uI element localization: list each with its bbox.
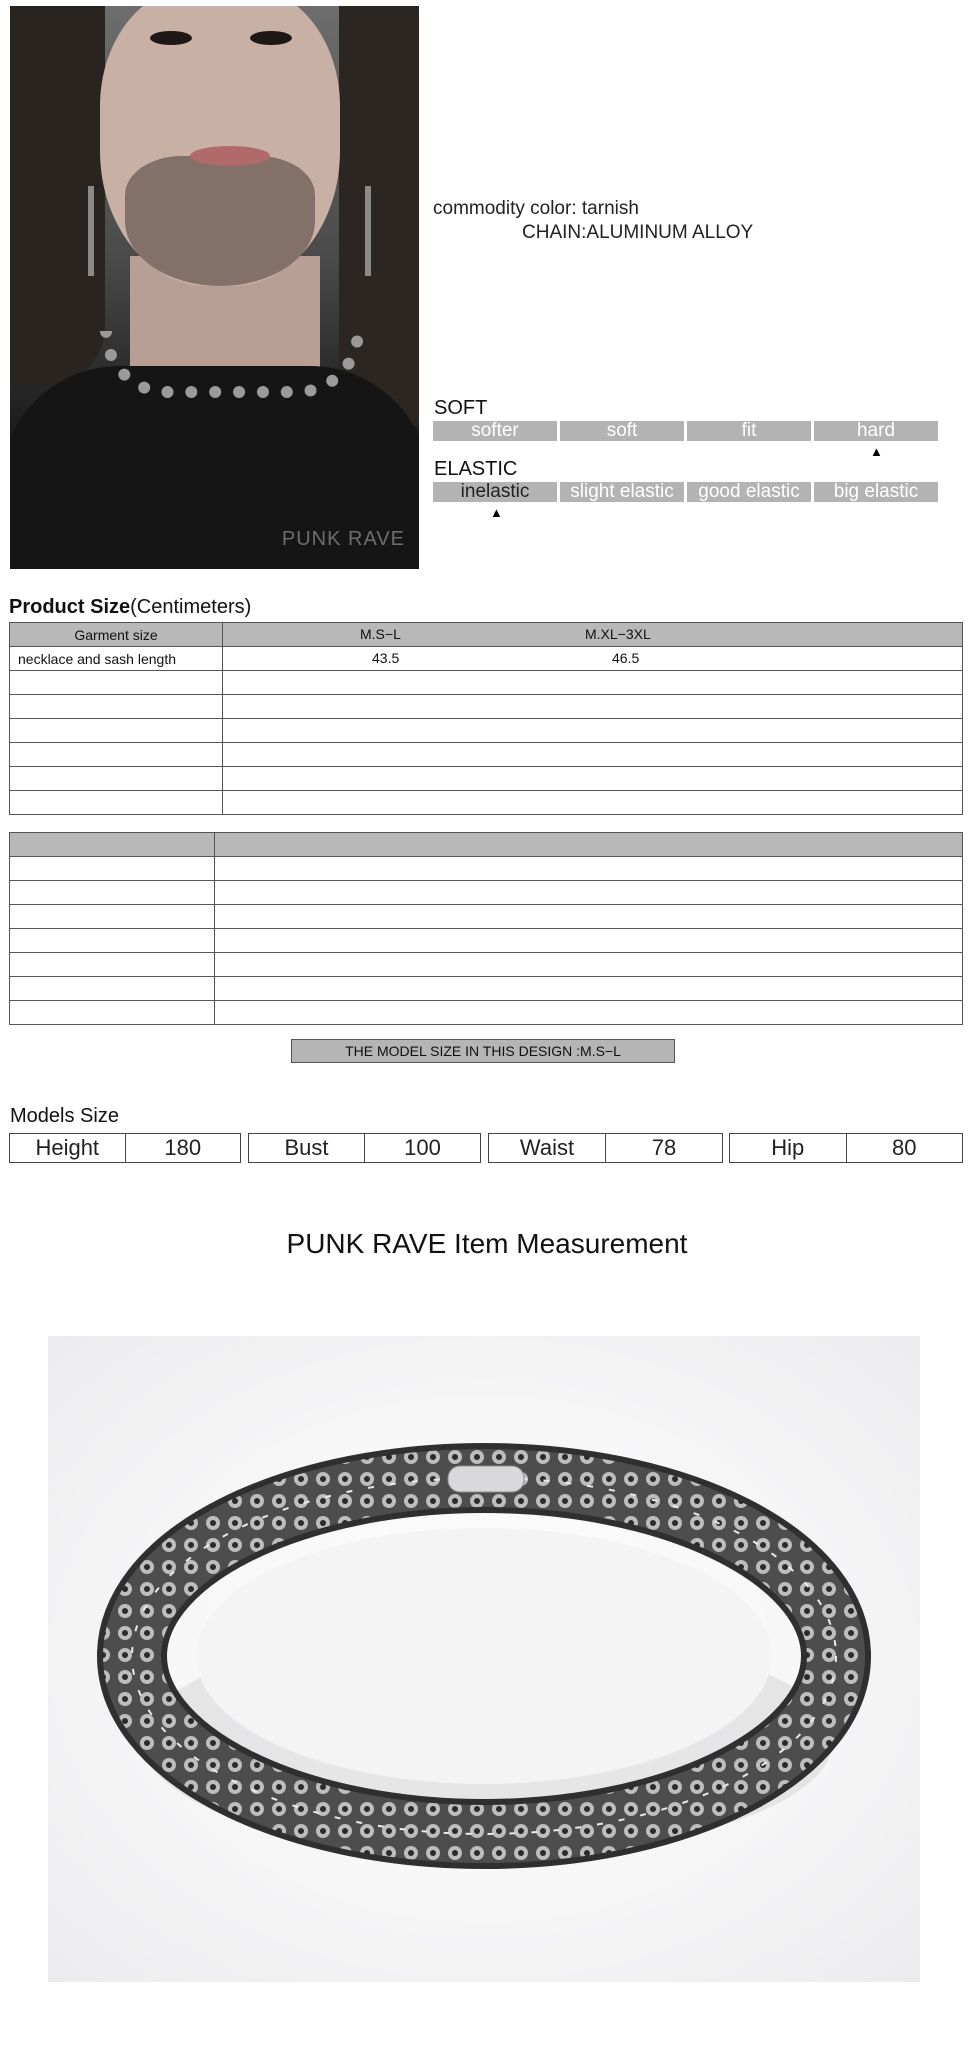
soft-scale — [433, 421, 938, 441]
model-hip-box — [729, 1133, 963, 1163]
elastic-option: good elastic — [687, 482, 811, 502]
bracelet-image — [48, 1336, 920, 1982]
size-table — [9, 622, 963, 815]
model-stat-value: 180 — [125, 1134, 241, 1162]
table-row — [10, 905, 963, 929]
model-bust-box — [248, 1133, 481, 1163]
color-label: commodity color: — [433, 198, 577, 219]
table-row — [10, 767, 963, 791]
model-size-note: THE MODEL SIZE IN THIS DESIGN :M.S−L — [291, 1039, 675, 1063]
measurement-value: 43.5 — [372, 650, 400, 666]
commodity-info — [433, 197, 753, 245]
soft-option: soft — [560, 421, 684, 441]
model-stat-label: Waist — [519, 1135, 575, 1160]
elastic-option: big elastic — [814, 482, 938, 502]
soft-selected-marker: ▲ — [870, 444, 883, 459]
product-size-title — [9, 596, 251, 619]
soft-option: softer — [433, 421, 557, 441]
table-row — [10, 719, 963, 743]
model-photo — [10, 6, 419, 569]
model-stat-label: Hip — [771, 1135, 805, 1160]
table-row — [10, 929, 963, 953]
bracelet-photo — [48, 1336, 920, 1982]
model-height-box — [9, 1133, 241, 1163]
watermark: PUNK RAVE — [281, 528, 405, 550]
soft-option: fit — [687, 421, 811, 441]
size-table-header — [10, 833, 963, 857]
elastic-scale-title: ELASTIC — [434, 458, 518, 480]
table-row — [10, 881, 963, 905]
table-row — [10, 695, 963, 719]
chain-material: CHAIN:ALUMINUM ALLOY — [522, 222, 754, 243]
size-table-secondary — [9, 832, 963, 1025]
color-value: tarnish — [581, 198, 639, 219]
table-row — [10, 1001, 963, 1025]
models-size-title: Models Size — [10, 1105, 119, 1127]
table-row — [10, 977, 963, 1001]
table-row — [10, 647, 963, 671]
product-size-unit: (Centimeters) — [130, 596, 252, 618]
measurement-title: PUNK RAVE Item Measurement — [286, 1228, 688, 1259]
model-stat-value: 80 — [846, 1134, 963, 1162]
product-size-title-text: Product Size — [9, 596, 131, 618]
table-row — [10, 953, 963, 977]
soft-option: hard — [814, 421, 938, 441]
table-row — [10, 671, 963, 695]
model-stat-label: Bust — [284, 1135, 329, 1160]
soft-scale-title: SOFT — [434, 397, 488, 419]
table-row — [10, 791, 963, 815]
model-stat-label: Height — [35, 1135, 100, 1160]
measurement-value: 46.5 — [612, 650, 640, 666]
size-table-header — [10, 623, 963, 647]
elastic-option: slight elastic — [560, 482, 684, 502]
model-stat-value: 100 — [364, 1134, 480, 1162]
elastic-option: inelastic — [433, 482, 557, 502]
table-row — [10, 857, 963, 881]
table-row — [10, 743, 963, 767]
size-col-header: M.S−L — [360, 626, 401, 642]
elastic-scale — [433, 482, 938, 502]
model-waist-box — [488, 1133, 723, 1163]
size-col-header: M.XL−3XL — [585, 626, 651, 642]
model-stat-value: 78 — [605, 1134, 722, 1162]
garment-size-header: Garment size — [74, 626, 158, 643]
measurement-label: necklace and sash length — [18, 650, 176, 667]
elastic-selected-marker: ▲ — [490, 505, 503, 520]
